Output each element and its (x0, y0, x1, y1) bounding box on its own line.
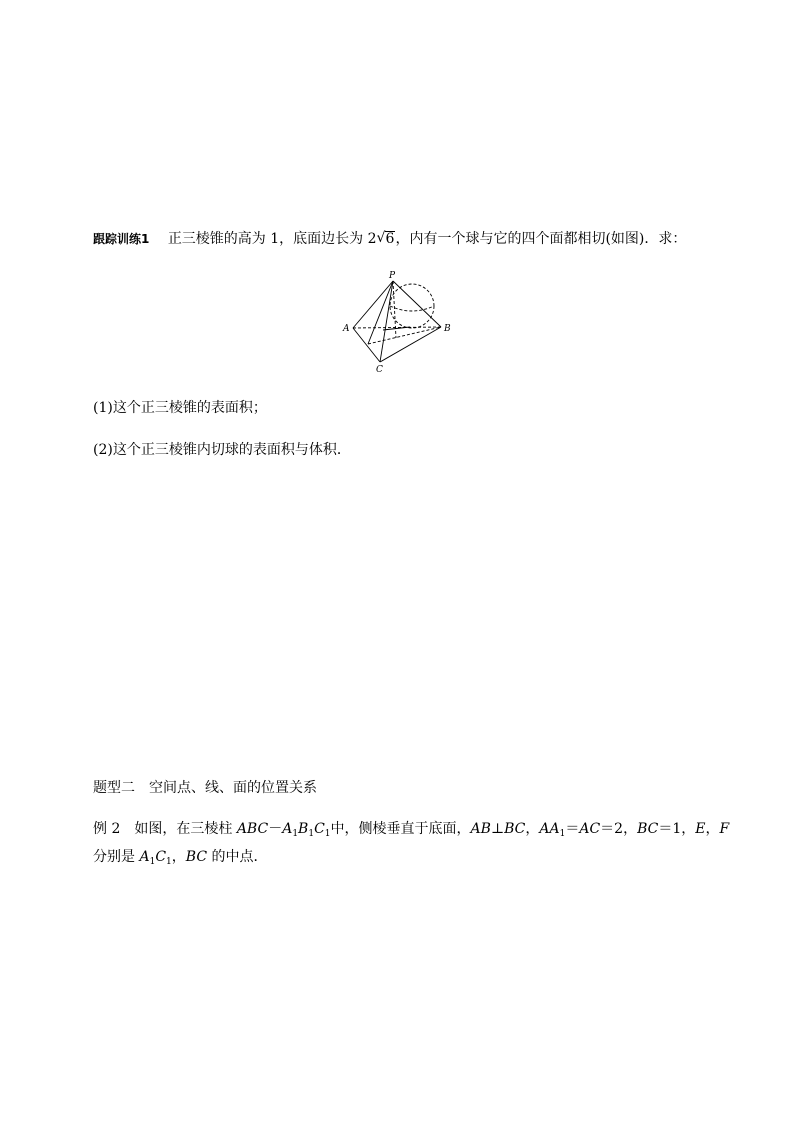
line2-text-1: 分别是 (93, 849, 140, 865)
segment-bc-2: BC (637, 821, 659, 837)
segment-ab: AB (470, 821, 491, 837)
sub-b1: 1 (308, 829, 315, 839)
vertex-label-a: A (343, 324, 350, 334)
sub-a1: 1 (292, 829, 299, 839)
edge-pc (380, 281, 393, 362)
section-heading (93, 778, 317, 798)
sub-c1: 1 (324, 829, 331, 839)
line2-bc: BC (185, 849, 208, 865)
example-statement-line2 (93, 847, 267, 872)
edge-ab-hidden (353, 327, 441, 328)
hidden-line-2 (393, 281, 396, 338)
section-title: 题型二 (93, 780, 135, 796)
equals-2: ＝2， (600, 821, 638, 837)
example-text-1: 如图，在三棱柱 (134, 821, 237, 837)
prism-abc: ABC (236, 821, 269, 837)
vertex-label-b: B (444, 324, 451, 334)
comma-2: ， (705, 821, 720, 837)
exercise-label: 跟踪训练1 (93, 232, 150, 246)
example-label: 例 2 (93, 821, 121, 837)
line2-c: C (155, 849, 167, 865)
equals-1: ＝ (565, 821, 580, 837)
section-name: 空间点、线、面的位置关系 (149, 780, 317, 796)
vertex-b1: B (298, 821, 309, 837)
exercise-statement (93, 229, 686, 249)
line2-a: A (139, 849, 150, 865)
vertex-a1: A (282, 821, 293, 837)
sqrt-value: 6 (385, 231, 395, 247)
dash: － (268, 821, 283, 837)
comma-1: ， (525, 821, 540, 837)
tetrahedron-figure (340, 268, 460, 378)
point-f: F (719, 821, 730, 837)
edge-ac (353, 328, 380, 362)
edge-cb (380, 327, 441, 362)
sqrt-icon: √ (376, 230, 386, 246)
point-e: E (695, 821, 706, 837)
question-1: (1)这个正三棱锥的表面积； (93, 400, 267, 416)
sqrt-expression (377, 229, 396, 249)
inner-line-1 (368, 281, 393, 344)
segment-ac: AC (579, 821, 601, 837)
line2-sub-c: 1 (166, 857, 172, 867)
hidden-line-1 (368, 327, 441, 344)
line2-sub-a: 1 (149, 857, 156, 867)
example-statement-line1 (93, 819, 729, 844)
perp-symbol: ⊥ (490, 821, 505, 837)
segment-bc: BC (504, 821, 526, 837)
inscribed-sphere (390, 284, 434, 328)
line2-comma: ， (171, 849, 186, 865)
equals-3: ＝1， (658, 821, 696, 837)
line2-end: 的中点． (207, 849, 268, 865)
exercise-text-part2: ，内有一个球与它的四个面都相切(如图)．求： (395, 231, 687, 247)
segment-aa: AA (539, 821, 560, 837)
example-text-2: 中，侧棱垂直于底面， (330, 821, 471, 837)
sub-aa1: 1 (559, 829, 566, 839)
sphere-equator (390, 306, 434, 311)
vertex-label-c: C (376, 365, 383, 375)
exercise-text-part1: 正三棱锥的高为 1，底面边长为 2 (167, 231, 377, 247)
vertex-label-p: P (389, 271, 396, 281)
question-2: (2)这个正三棱锥内切球的表面积与体积． (93, 442, 351, 458)
vertex-c1: C (314, 821, 325, 837)
